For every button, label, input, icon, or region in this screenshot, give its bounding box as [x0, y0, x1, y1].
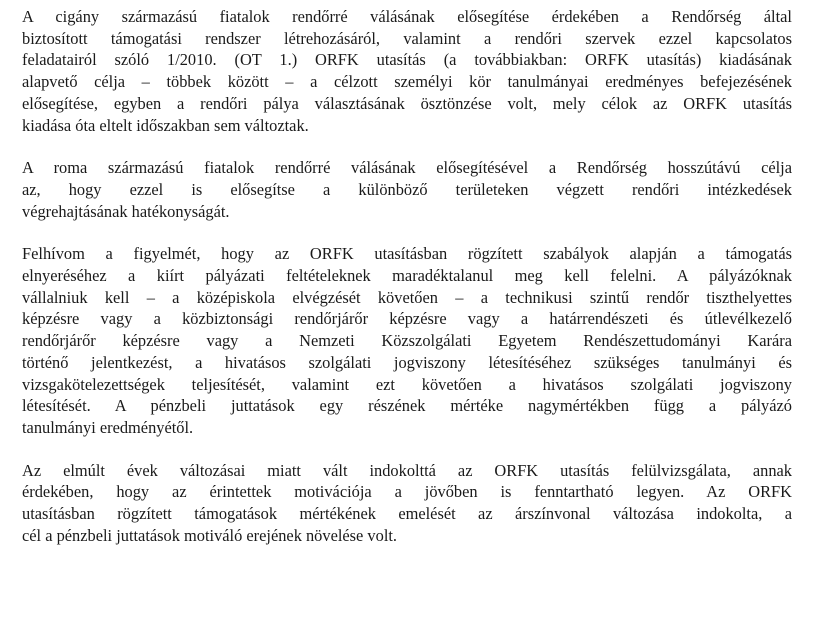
text-line: cél a pénzbeli juttatások motiváló erejének növelése volt. — [22, 525, 398, 545]
text-line: létesítését. A pénzbeli juttatások egy részének mértéke nagymértékben függ a pályázó — [22, 396, 792, 416]
paragraph-2 — [22, 157, 792, 222]
text-line: Felhívom a figyelmét, hogy az ORFK utasításban rögzített szabályok alapján a támogatás — [22, 244, 792, 264]
text-line: kiadása óta eltelt időszakban sem változtak. — [22, 115, 309, 135]
text-line: elnyeréséhez a kiírt pályázati feltételeknek maradéktalanul meg kell felelni. A pályázóknak — [22, 266, 792, 286]
text-line: tanulmányi eredményétől. — [22, 417, 194, 437]
text-line: feladatairól szóló 1/2010. (OT 1.) ORFK utasítás (a továbbiakban: ORFK utasítás) kiadásának — [22, 50, 792, 70]
text-line: vállalniuk kell – a középiskola elvégzését követően – a technikusi szintű rendőr tiszthelyettes — [22, 287, 792, 307]
paragraph-1 — [22, 6, 792, 136]
text-line: rendőrjárőr képzésre vagy a Nemzeti Közszolgálati Egyetem Rendészettudományi Karára — [22, 331, 792, 351]
text-line: alapvető célja – többek között – a célzott személyi kör tanulmányai eredményes befejezésének — [22, 72, 792, 92]
text-line: biztosított támogatási rendszer létrehozásáról, valamint a rendőri szervek ezzel kapcsolatos — [22, 28, 792, 48]
paragraph-3 — [22, 243, 792, 438]
text-line: A cigány származású fiatalok rendőrré válásának elősegítése érdekében a Rendőrség által — [22, 7, 792, 26]
text-line: A roma származású fiatalok rendőrré válásának elősegítésével a Rendőrség hosszútávú célja — [22, 158, 792, 178]
text-line: képzésre vagy a közbiztonsági rendőrjárőr képzésre vagy a határrendészeti és útlevélkezelő — [22, 309, 792, 329]
text-line: Az elmúlt évek változásai miatt vált indokolttá az ORFK utasítás felülvizsgálata, annak — [22, 460, 792, 480]
text-line: elősegítése, egyben a rendőri pálya választásának ösztönzése volt, mely célok az ORFK utasítás — [22, 93, 792, 113]
text-line: az, hogy ezzel is elősegítse a különböző területeken végzett rendőri intézkedések — [22, 179, 792, 199]
text-line: végrehajtásának hatékonyságát. — [22, 201, 230, 221]
text-line: vizsgakötelezettségek teljesítését, valamint ezt követően a hivatásos szolgálati jogviszony — [22, 374, 792, 394]
document-page — [22, 6, 792, 567]
paragraph-4 — [22, 460, 792, 547]
text-line: utasításban rögzített támogatások mértékének emelését az árszínvonal változása indokolta, a — [22, 504, 792, 524]
text-line: történő jelentkezést, a hivatásos szolgálati jogviszony létesítéséhez szükséges tanulmányi és — [22, 352, 792, 372]
text-line: érdekében, hogy az érintettek motivációja a jövőben is fenntartható legyen. Az ORFK — [22, 482, 792, 502]
